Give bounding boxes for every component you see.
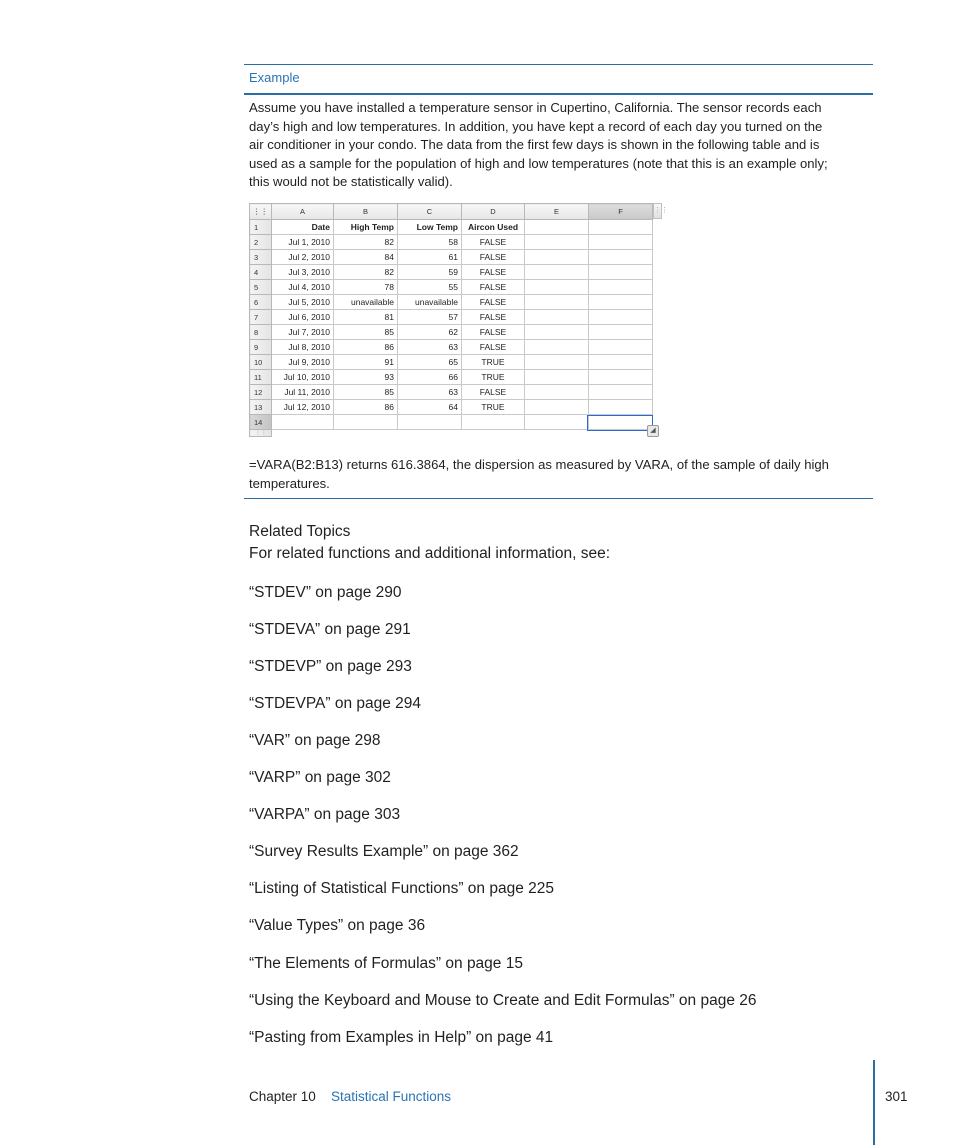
table-row <box>250 295 653 310</box>
grip-spacer <box>272 430 334 437</box>
table-cell[interactable]: Jul 7, 2010 <box>272 325 334 340</box>
grip-spacer <box>398 430 462 437</box>
row-header[interactable]: 6 <box>250 295 272 310</box>
header-cell[interactable]: Low Temp <box>398 220 462 235</box>
table-cell[interactable]: 62 <box>398 325 462 340</box>
related-topic-link[interactable]: “STDEV” on page 290 <box>249 584 402 601</box>
intro-line: Assume you have installed a temperature sensor in Cupertino, California. The sensor records each <box>249 100 822 115</box>
example-intro-paragraph <box>249 99 869 192</box>
table-cell[interactable] <box>589 340 653 355</box>
table-cell[interactable]: TRUE <box>462 370 525 385</box>
related-topics-heading: Related Topics <box>249 523 351 540</box>
related-topic-link[interactable]: “VAR” on page 298 <box>249 732 381 749</box>
table-cell[interactable]: Jul 4, 2010 <box>272 280 334 295</box>
table-resize-handle[interactable]: ◢ <box>647 425 659 437</box>
column-resize-grip[interactable]: ⋮⋮ <box>653 203 662 219</box>
column-header-a[interactable]: A <box>272 204 334 220</box>
related-topic-link[interactable]: “STDEVP” on page 293 <box>249 658 412 675</box>
grip-spacer <box>334 430 398 437</box>
table-cell[interactable] <box>398 415 462 430</box>
row-header[interactable]: 2 <box>250 235 272 250</box>
table-cell[interactable] <box>589 325 653 340</box>
table-row <box>250 370 653 385</box>
table-cell[interactable]: 93 <box>334 370 398 385</box>
table-cell[interactable] <box>525 355 589 370</box>
footer-page-number: 301 <box>885 1089 908 1104</box>
table-cell[interactable]: 55 <box>398 280 462 295</box>
table-cell[interactable] <box>525 250 589 265</box>
row-header[interactable]: 8 <box>250 325 272 340</box>
table-cell[interactable]: FALSE <box>462 340 525 355</box>
table-row <box>250 310 653 325</box>
related-topic-link[interactable]: “The Elements of Formulas” on page 15 <box>249 955 523 972</box>
column-header-row <box>250 204 653 220</box>
row-header[interactable]: 10 <box>250 355 272 370</box>
result-line: =VARA(B2:B13) returns 616.3864, the dispersion as measured by VARA, of the sample of daily high <box>249 457 829 472</box>
table-row <box>250 220 653 235</box>
table-cell[interactable] <box>525 385 589 400</box>
footer-divider <box>873 1060 875 1145</box>
table-cell[interactable] <box>525 325 589 340</box>
table-cell[interactable]: 59 <box>398 265 462 280</box>
example-top-rule <box>244 64 873 65</box>
table-cell[interactable] <box>525 295 589 310</box>
column-header-e[interactable]: E <box>525 204 589 220</box>
result-line: temperatures. <box>249 475 330 491</box>
table-cell[interactable]: Jul 5, 2010 <box>272 295 334 310</box>
table-cell[interactable] <box>525 280 589 295</box>
table-cell[interactable] <box>589 265 653 280</box>
table-cell[interactable]: TRUE <box>462 355 525 370</box>
footer-section-link[interactable]: Statistical Functions <box>331 1089 452 1104</box>
column-header-b[interactable]: B <box>334 204 398 220</box>
table-cell[interactable]: 84 <box>334 250 398 265</box>
table-cell[interactable]: FALSE <box>462 325 525 340</box>
related-topic-link[interactable]: “STDEVA” on page 291 <box>249 621 411 638</box>
table-cell[interactable]: 82 <box>334 235 398 250</box>
table-cell[interactable]: Jul 8, 2010 <box>272 340 334 355</box>
table-row <box>250 325 653 340</box>
row-header[interactable]: 11 <box>250 370 272 385</box>
table-row <box>250 280 653 295</box>
row-header[interactable]: 7 <box>250 310 272 325</box>
table-cell[interactable]: Jul 3, 2010 <box>272 265 334 280</box>
column-header-d[interactable]: D <box>462 204 525 220</box>
table-cell[interactable]: TRUE <box>462 400 525 415</box>
table-cell[interactable]: 91 <box>334 355 398 370</box>
spreadsheet-grid <box>249 203 653 437</box>
grip-spacer <box>462 430 525 437</box>
table-cell[interactable]: 61 <box>398 250 462 265</box>
table-cell[interactable] <box>589 400 653 415</box>
column-header-c[interactable]: C <box>398 204 462 220</box>
column-header-f[interactable]: F <box>589 204 653 220</box>
row-header[interactable]: 5 <box>250 280 272 295</box>
example-label-rule <box>244 93 873 95</box>
table-cell[interactable]: 64 <box>398 400 462 415</box>
table-row <box>250 250 653 265</box>
example-bottom-rule <box>244 498 873 499</box>
row-header[interactable]: 1 <box>250 220 272 235</box>
intro-line: this would not be statistically valid). <box>249 174 453 190</box>
table-cell[interactable]: Jul 6, 2010 <box>272 310 334 325</box>
table-cell[interactable]: 63 <box>398 340 462 355</box>
table-cell[interactable]: Jul 12, 2010 <box>272 400 334 415</box>
table-cell[interactable]: Jul 9, 2010 <box>272 355 334 370</box>
table-cell[interactable]: FALSE <box>462 250 525 265</box>
table-row <box>250 400 653 415</box>
table-cell[interactable] <box>589 385 653 400</box>
intro-line: air conditioner in your condo. The data from the first few days is shown in the following table and is <box>249 137 820 153</box>
table-cell[interactable]: Jul 1, 2010 <box>272 235 334 250</box>
table-cell[interactable]: 85 <box>334 325 398 340</box>
table-row <box>250 265 653 280</box>
table-cell[interactable]: FALSE <box>462 235 525 250</box>
table-cell[interactable] <box>272 415 334 430</box>
related-topic-link[interactable]: “VARPA” on page 303 <box>249 806 401 823</box>
header-cell[interactable] <box>525 220 589 235</box>
header-cell[interactable]: Date <box>272 220 334 235</box>
table-cell[interactable] <box>589 250 653 265</box>
table-cell[interactable]: 86 <box>334 400 398 415</box>
table-cell[interactable]: 58 <box>398 235 462 250</box>
table-cell[interactable] <box>334 415 398 430</box>
table-cell[interactable] <box>589 280 653 295</box>
table-cell[interactable]: 82 <box>334 265 398 280</box>
table-cell[interactable]: 63 <box>398 385 462 400</box>
related-topic-link[interactable]: “STDEVPA” on page 294 <box>249 695 422 712</box>
row-header[interactable]: 4 <box>250 265 272 280</box>
table-cell[interactable] <box>525 340 589 355</box>
table-cell[interactable] <box>589 370 653 385</box>
table-cell[interactable]: unavailable <box>398 295 462 310</box>
table-cell[interactable]: 81 <box>334 310 398 325</box>
selected-cell-f14[interactable] <box>587 415 653 431</box>
related-topic-link[interactable]: “Listing of Statistical Functions” on page 225 <box>249 880 555 897</box>
table-cell[interactable]: 85 <box>334 385 398 400</box>
table-cell[interactable] <box>589 235 653 250</box>
table-cell[interactable]: unavailable <box>334 295 398 310</box>
row-header[interactable]: 13 <box>250 400 272 415</box>
table-cell[interactable] <box>525 235 589 250</box>
table-cell[interactable] <box>525 370 589 385</box>
related-topic-link[interactable]: “Using the Keyboard and Mouse to Create and Edit Formulas” on page 26 <box>249 992 757 1009</box>
example-result <box>249 456 869 493</box>
spreadsheet-table <box>249 203 668 440</box>
related-topic-link[interactable]: “Value Types” on page 36 <box>249 917 426 934</box>
table-cell[interactable]: Jul 11, 2010 <box>272 385 334 400</box>
table-row <box>250 385 653 400</box>
table-row <box>250 235 653 250</box>
table-cell[interactable] <box>525 415 589 430</box>
table-row <box>250 340 653 355</box>
table-cell[interactable] <box>589 295 653 310</box>
intro-line: day’s high and low temperatures. In addition, you have kept a record of each day you turned on the <box>249 118 823 134</box>
related-topic-link[interactable]: “Pasting from Examples in Help” on page 41 <box>249 1029 554 1046</box>
intro-line: used as a sample for the population of high and low temperatures (note that this is an example only; <box>249 155 828 171</box>
table-cell[interactable] <box>462 415 525 430</box>
table-cell[interactable]: FALSE <box>462 280 525 295</box>
grip-spacer <box>525 430 589 437</box>
table-cell[interactable]: FALSE <box>462 385 525 400</box>
table-cell[interactable]: Jul 2, 2010 <box>272 250 334 265</box>
table-row <box>250 355 653 370</box>
footer-chapter: Chapter 10 <box>249 1089 316 1104</box>
row-header[interactable]: 12 <box>250 385 272 400</box>
example-label: Example <box>249 70 300 85</box>
table-cell[interactable] <box>525 265 589 280</box>
header-cell[interactable] <box>589 220 653 235</box>
row-header[interactable]: 3 <box>250 250 272 265</box>
table-cell[interactable]: FALSE <box>462 295 525 310</box>
header-cell[interactable]: Aircon Used <box>462 220 525 235</box>
row-resize-grip-cell[interactable]: ⋮⋮ <box>250 430 272 437</box>
table-cell[interactable] <box>525 400 589 415</box>
table-cell[interactable] <box>589 310 653 325</box>
table-cell[interactable]: 78 <box>334 280 398 295</box>
table-cell[interactable]: 57 <box>398 310 462 325</box>
table-cell[interactable] <box>589 355 653 370</box>
table-cell[interactable]: FALSE <box>462 265 525 280</box>
table-cell[interactable]: 66 <box>398 370 462 385</box>
related-topic-link[interactable]: “Survey Results Example” on page 362 <box>249 843 519 860</box>
row-header[interactable]: 9 <box>250 340 272 355</box>
table-cell[interactable]: 86 <box>334 340 398 355</box>
table-cell[interactable]: FALSE <box>462 310 525 325</box>
select-all-corner[interactable]: ⋮⋮ <box>250 204 272 220</box>
header-cell[interactable]: High Temp <box>334 220 398 235</box>
table-cell[interactable] <box>525 310 589 325</box>
row-header[interactable]: 14 <box>250 415 272 430</box>
table-cell[interactable]: 65 <box>398 355 462 370</box>
related-topics-intro: For related functions and additional information, see: <box>249 545 611 562</box>
related-topic-link[interactable]: “VARP” on page 302 <box>249 769 391 786</box>
table-cell[interactable]: Jul 10, 2010 <box>272 370 334 385</box>
